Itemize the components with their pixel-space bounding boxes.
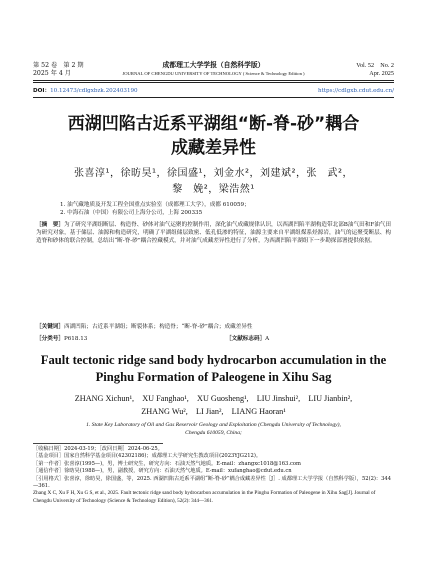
doi-rule [33,97,394,98]
keywords-row [36,322,391,332]
abstract-cn [36,221,391,319]
keywords-text: 西湖凹陷；古近系平湖组；断裂体系；构造脊；“断-脊-砂”耦合；成藏差异性 [63,324,253,330]
article-title-en-line2: Pinghu Formation of Paleogene in Xihu Sag [95,370,332,384]
footnote-citation-cn: ［引用格式］张喜淳，徐昉昊，徐国盛，等，2025. 西湖凹陷古近系平湖组“断-脊-砂”耦合成藏差异性［J］. 成都理工大学学报（自然科学版），52(2)：344—361. [33,475,392,490]
affiliation-cn-1: 1. 油气藏地质及开发工程全国重点实验室（成都理工大学），成都 610059； [60,202,250,208]
journal-url-link[interactable]: https://cdlgxb.cdut.edu.cn/ [317,88,394,94]
affiliation-en-line2: Chengdu 610059, China; [185,430,242,436]
footnote-first-author: ［第一作者］张喜淳(1995—)，男，博士研究生，研究方向：石油天然气地质。E-mail：zhangxc1018@163.com [33,460,301,467]
article-title-cn-line1: 西湖凹陷古近系平湖组“断-脊-砂”耦合 [67,114,360,134]
doc-code-value: A [265,336,270,342]
footnote-citation-en: Zhang X C, Xu F H, Xu G S, et al., 2025. Fault tectonic ridge sand body hydrocarbon accumulation in the Pinghu Formation of Paleogene in Xihu Sag[J]. Journal of Chengdu University of Technology (Science & Technology Edition), 52(2): 344—361. [33,490,376,504]
footnotes [33,446,394,505]
doi-label: DOI： [33,88,51,94]
date-en: Apr. 2025 [369,70,394,77]
date-cn: 2025 年 4 月 [33,70,71,77]
header-rule-bottom [33,82,394,83]
clc-label: ［分类号］ [36,336,64,342]
footnote-received: ［收稿日期］2024-03-19；［改回日期］2024-06-25。 [33,446,163,452]
volume-issue-en: Vol. 52 No. 2 [356,62,394,69]
keywords-label: ［关键词］ [36,324,64,330]
classification-row [36,334,391,344]
article-title-en-line1: Fault tectonic ridge sand body hydrocarbon accumulation in the [40,353,387,367]
doi-row [33,86,394,96]
authors-cn-line2: 黎 娩²，梁浩然¹ [172,184,255,195]
doc-code-label: ［文献标志码］ [226,336,266,342]
authors-cn-line1: 张喜淳¹，徐昉昊¹，徐国盛¹，刘金水²，刘建斌²，张 武²， [73,168,354,179]
affiliation-cn-2: 2. 中海石油（中国）有限公司上海分公司，上海 200335 [60,210,203,216]
affiliation-en-line1: 1. State Key Laboratory of Oil and Gas Reservoir Geology and Exploitation (Chengdu University of Technology), [86,422,341,428]
abstract-text: 为了研究平湖组断层、构造脊、砂体对油气运聚的控制作用，深化油气成藏规律认识，以西湖凹陷平湖构造带北部B油气田和F油气田为研究对象，基于储层、油源和构造研究，明确了平湖组储层致密、低孔低渗的特征，油源主要来自平湖组煤系烃源岩，油气的运聚受断层、构造脊和砂体的联合控制，总结出“断-脊-砂”耦合控藏模式，并对油气成藏差异性进行了分析，为西湖凹陷平湖组下一步勘探部署提供依据。 [36,222,391,245]
article-title-cn-line2: 成藏差异性 [171,138,256,158]
authors-en-line1: ZHANG Xichun¹, XU Fanghao¹, XU Guosheng¹, LIU Jinshui², LIU Jianbin², [74,394,353,403]
abstract-label: ［摘 要］ [36,222,64,228]
header-rule-top [33,80,394,81]
authors-en-line2: ZHANG Wu², LI Jian², LIANG Haoran¹ [141,407,286,416]
clc-value: P618.13 [63,336,88,342]
journal-name-en: JOURNAL OF CHENGDU UNIVERSITY OF TECHNOLOGY ( Science & Technology Edition ) [122,71,305,76]
footnote-rule [33,443,163,444]
footnote-fund: ［基金项目］国家自然科学基金项目(42302186)；成都理工大学研究生教改项目(2023YJG212)。 [33,453,262,460]
doi-link[interactable]: 10.12473/cdlgxbzk.202403190 [50,88,138,94]
journal-name-cn: 成都理工大学学报（自然科学版） [162,61,265,69]
footnote-corresponding-author: ［通信作者］徐昉昊(1988—)，男，副教授，研究方向：石油天然气地质。E-mail：xufanghao@cdut.edu.cn [33,468,292,475]
volume-issue-cn: 第 52 卷 第 2 期 [33,62,84,69]
